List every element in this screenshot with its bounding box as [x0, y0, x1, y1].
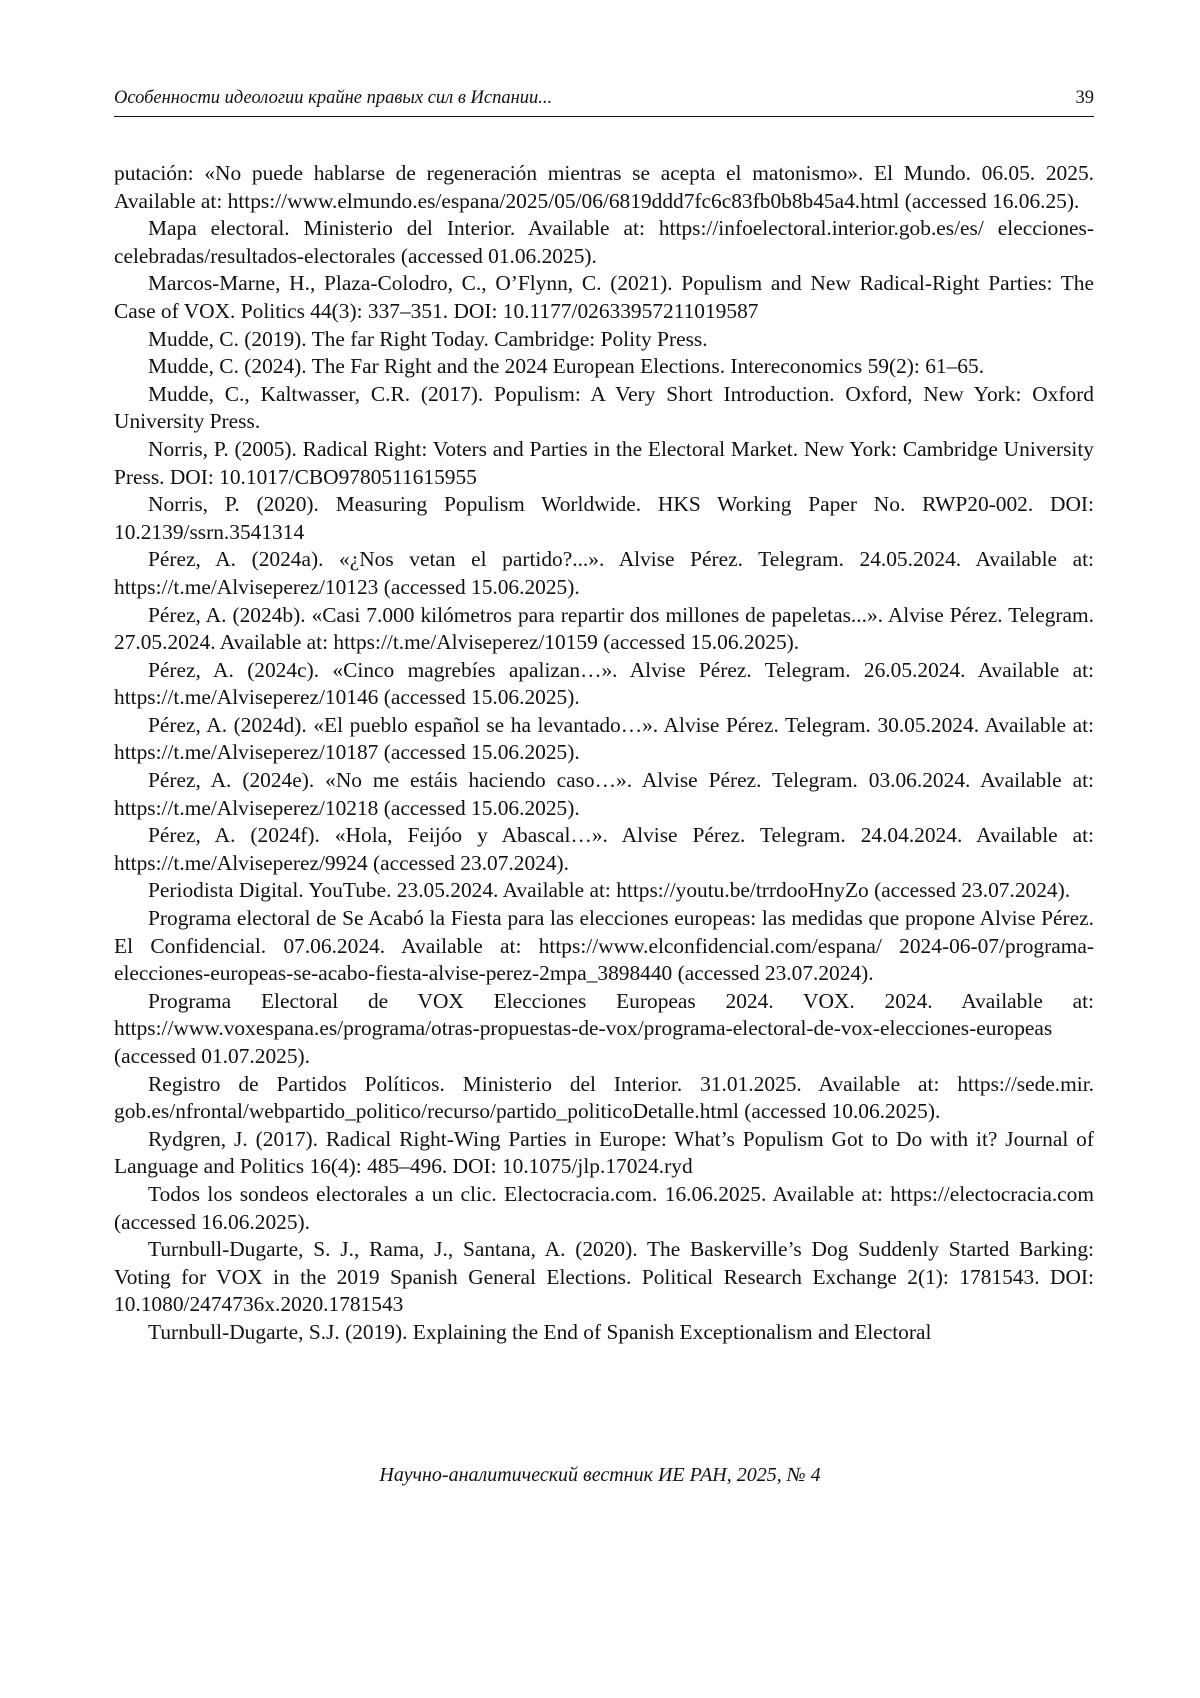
reference-entry: Programa electoral de Se Acabó la Fiesta para las elecciones europeas: las medidas que propone Alvise Pérez. El Confidencial. 07.06.2024. Available at: https://www.elconfidencial.com/espana/ 2024-06-07/programa-elecciones-europeas-se-acabo-fiesta-alvise-perez-2mpa_3898440 (accessed 23.07.2024).: [114, 906, 1094, 986]
reference-entry: Mudde, C. (2024). The Far Right and the 2024 European Elections. Intereconomics 59(2): 61–65.: [148, 354, 985, 379]
reference-entry: Pérez, A. (2024a). «¿Nos vetan el partido?...». Alvise Pérez. Telegram. 24.05.2024. Available at: https://t.me/Alviseperez/10123 (accessed 15.06.2025).: [114, 547, 1094, 599]
reference-entry: Norris, P. (2005). Radical Right: Voters and Parties in the Electoral Market. New York: Cambridge University Press. DOI: 10.1017/CBO9780511615955: [114, 436, 1094, 489]
reference-entry: Pérez, A. (2024e). «No me estáis haciendo caso…». Alvise Pérez. Telegram. 03.06.2024. Available at: https://t.me/Alviseperez/10218 (accessed 15.06.2025).: [114, 768, 1094, 820]
reference-entry: Registro de Partidos Políticos. Ministerio del Interior. 31.01.2025. Available at: https://sede.mir. gob.es/nfrontal/webpartido_politico/recurso/partido_politicoDetalle.html (accessed 10.06.2025).: [114, 1071, 1094, 1124]
reference-entry: Mapa electoral. Ministerio del Interior. Available at: https://infoelectoral.interior.gob.es/es/ elecciones-celebradas/resultados-electorales (accessed 01.06.2025).: [114, 216, 1094, 268]
reference-entry: Rydgren, J. (2017). Radical Right-Wing Parties in Europe: What’s Populism Got to Do with it? Journal of Language and Politics 16(4): 485–496. DOI: 10.1075/jlp.17024.ryd: [114, 1126, 1094, 1179]
reference-entry: putación: «No puede hablarse de regeneración mientras se acepta el matonismo». El Mundo. 06.05. 2025. Available at: https://www.elmundo.es/espana/2025/05/06/6819ddd7fc6c83fb0b8b45a4.html (accessed 16.06.25).: [114, 161, 1094, 213]
reference-entry: Programa Electoral de VOX Elecciones Europeas 2024. VOX. 2024. Available at: https://www.voxespana.es/programa/otras-propuestas-de-vox/programa-electoral-de-vox-elecciones-europeas (accessed 01.07.2025).: [114, 988, 1094, 1068]
reference-entry: Turnbull-Dugarte, S. J., Rama, J., Santana, A. (2020). The Baskerville’s Dog Suddenly Started Barking: Voting for VOX in the 2019 Spanish General Elections. Political Research Exchange 2(1): 1781543. DOI: 10.1080/2474736x.2020.1781543: [114, 1237, 1094, 1317]
running-title: Особенности идеологии крайне правых сил в Испании...: [114, 88, 553, 108]
reference-entry: Marcos-Marne, H., Plaza-Colodro, C., O’Flynn, C. (2021). Populism and New Radical-Right Parties: The Case of VOX. Politics 44(3): 337–351. DOI: 10.1177/02633957211019587: [114, 271, 1094, 323]
reference-list: [114, 160, 1094, 1347]
reference-entry: Mudde, C., Kaltwasser, C.R. (2017). Populism: A Very Short Introduction. Oxford, New York: Oxford University Press.: [114, 381, 1094, 434]
reference-entry: Pérez, A. (2024b). «Casi 7.000 kilómetros para repartir dos millones de papeletas...». Alvise Pérez. Telegram. 27.05.2024. Available at: https://t.me/Alviseperez/10159 (accessed 15.06.2025).: [114, 602, 1094, 655]
reference-entry: Pérez, A. (2024c). «Cinco magrebíes apalizan…». Alvise Pérez. Telegram. 26.05.2024. Available at: https://t.me/Alviseperez/10146 (accessed 15.06.2025).: [114, 657, 1094, 710]
reference-entry: Pérez, A. (2024f). «Hola, Feijóo y Abascal…». Alvise Pérez. Telegram. 24.04.2024. Available at: https://t.me/Alviseperez/9924 (accessed 23.07.2024).: [114, 823, 1094, 875]
journal-footer: Научно-аналитический вестник ИЕ РАН, 2025, № 4: [379, 1464, 821, 1486]
reference-entry: Periodista Digital. YouTube. 23.05.2024. Available at: https://youtu.be/trrdooHnyZo (accessed 23.07.2024).: [148, 878, 1071, 903]
running-header: [114, 86, 1094, 117]
reference-entry: Pérez, A. (2024d). «El pueblo español se ha levantado…». Alvise Pérez. Telegram. 30.05.2024. Available at: https://t.me/Alviseperez/10187 (accessed 15.06.2025).: [114, 712, 1094, 765]
reference-entry: Mudde, C. (2019). The far Right Today. Cambridge: Polity Press.: [148, 326, 708, 351]
reference-entry: Turnbull-Dugarte, S.J. (2019). Explaining the End of Spanish Exceptionalism and Electoral: [148, 1319, 932, 1344]
page-number: 39: [1075, 88, 1094, 108]
reference-entry: Norris, P. (2020). Measuring Populism Worldwide. HKS Working Paper No. RWP20-002. DOI: 10.2139/ssrn.3541314: [114, 492, 1094, 544]
reference-entry: Todos los sondeos electorales a un clic. Electocracia.com. 16.06.2025. Available at: https://electocracia.com (accessed 16.06.2025).: [114, 1181, 1094, 1234]
